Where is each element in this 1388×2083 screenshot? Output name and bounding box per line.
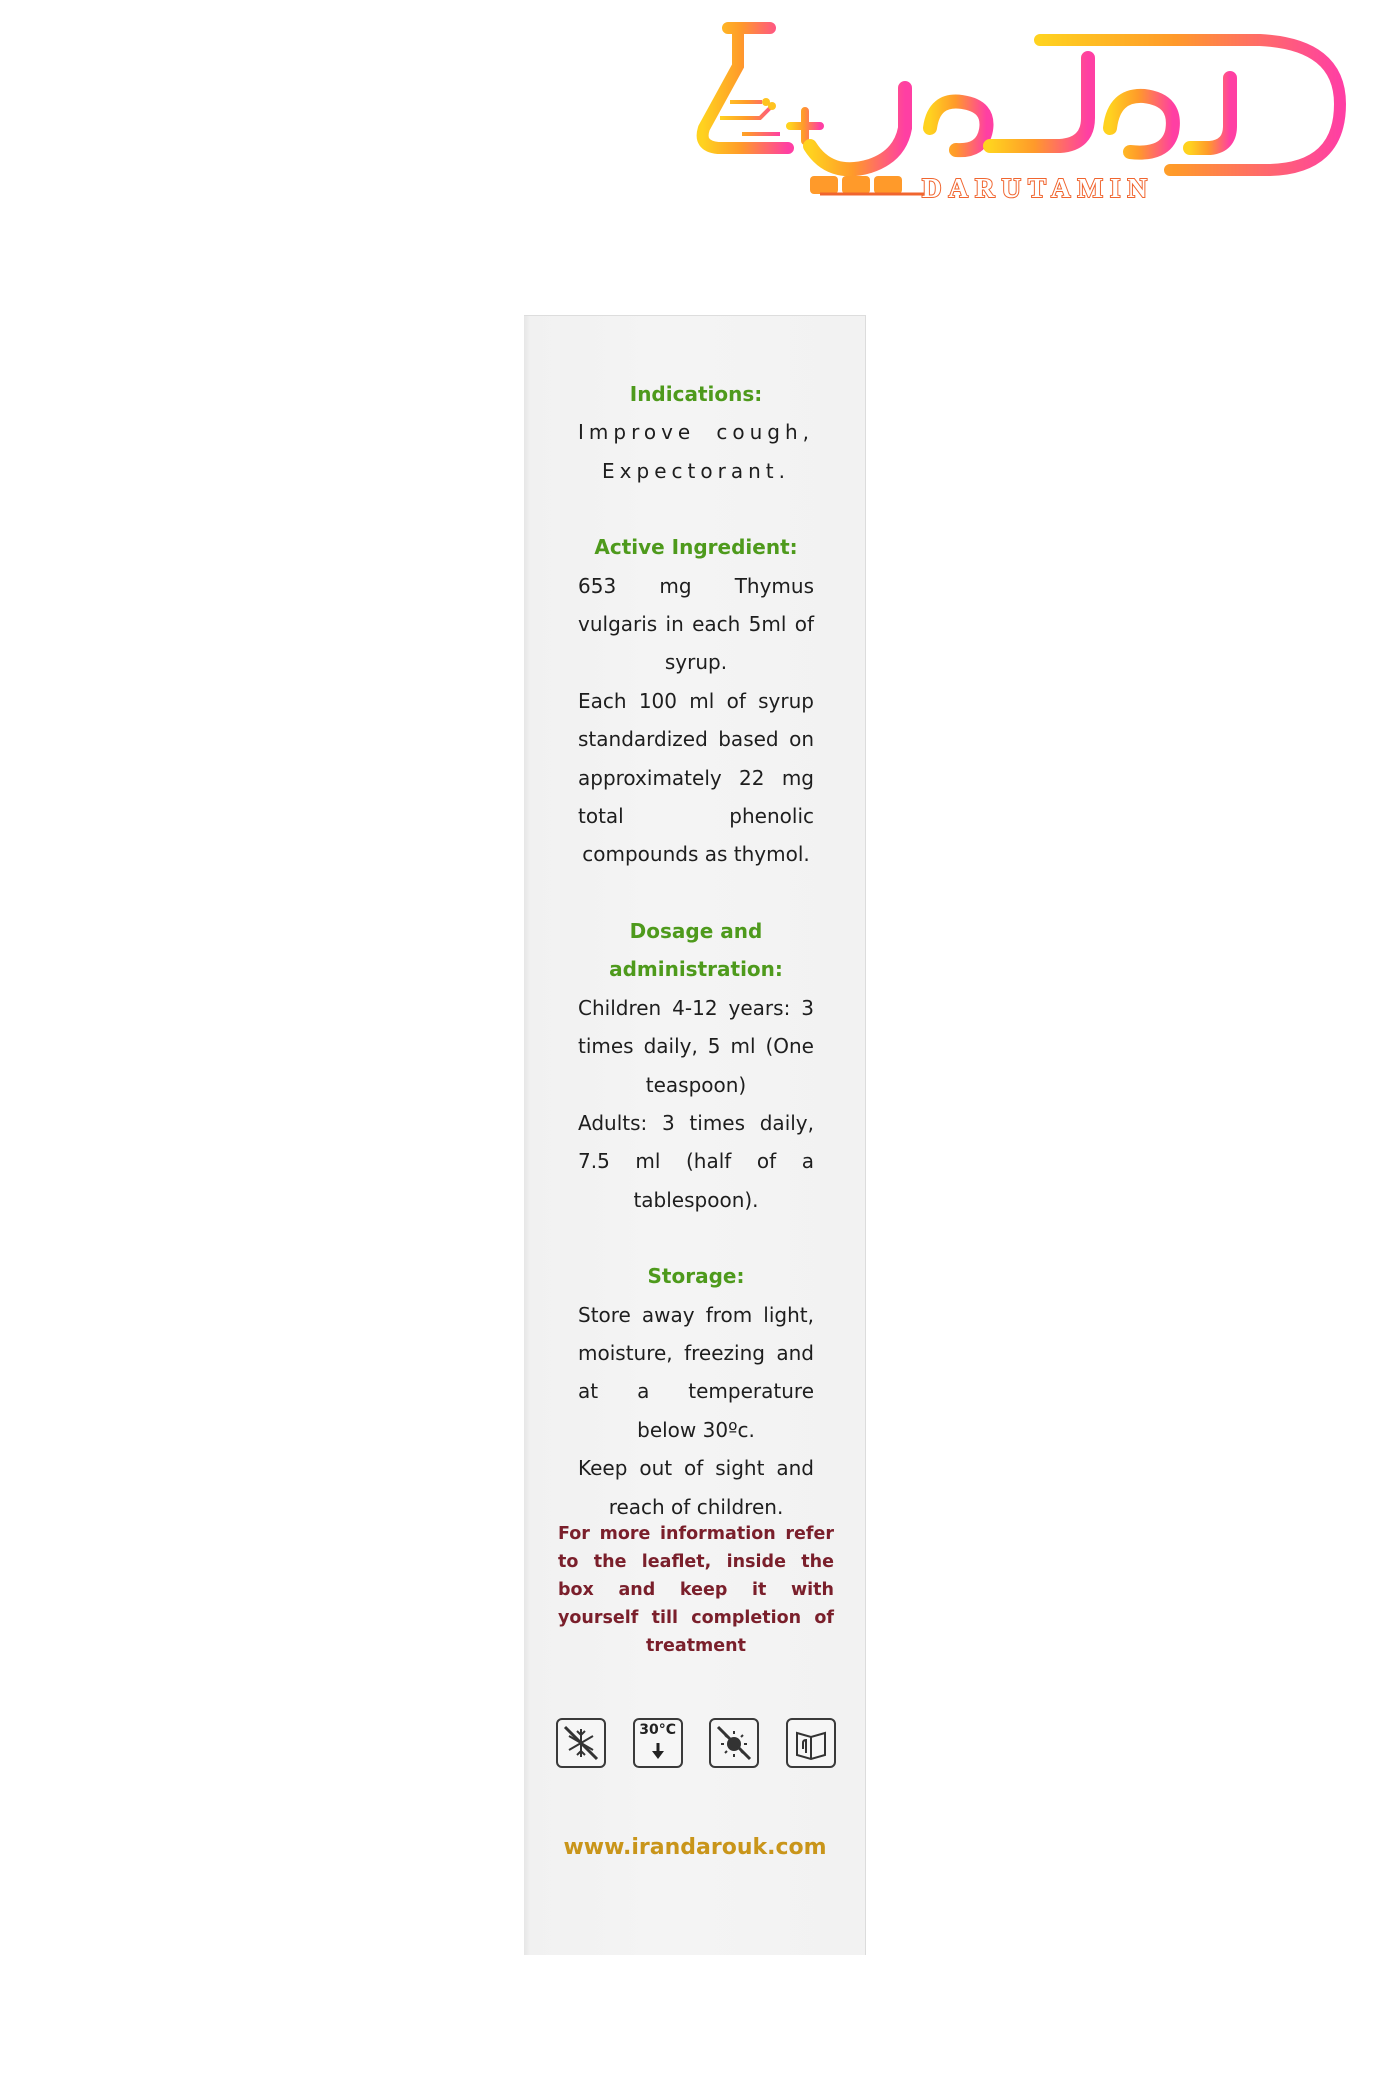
- temperature-label: 30°C: [639, 1722, 677, 1738]
- brand-logo: [690, 18, 1354, 218]
- dosage-heading: Dosage and administration:: [609, 918, 783, 982]
- active-ingredient-text-2: Each 100 ml of syrup standardized based on approximately 22 mg total phenolic compounds as thymol.: [578, 688, 814, 867]
- active-ingredient-heading: Active Ingredient:: [594, 535, 798, 560]
- storage-heading: Storage:: [647, 1264, 745, 1289]
- storage-text-1: Store away from light, moisture, freezing and at a temperature below 30ºc.: [578, 1302, 814, 1442]
- read-leaflet-icon: [786, 1718, 836, 1768]
- no-sunlight-icon: [709, 1718, 759, 1768]
- no-freezing-icon: [556, 1718, 606, 1768]
- label-content: [578, 375, 814, 1526]
- dosage-text-1: Children 4-12 years: 3 times daily, 5 ml (One teaspoon): [578, 995, 814, 1097]
- indications-heading: Indications:: [629, 382, 763, 406]
- indications-text: Improve cough, Expectorant.: [578, 420, 814, 483]
- storage-icons-row: [556, 1718, 836, 1774]
- storage-text-2: Keep out of sight and reach of children.: [578, 1456, 814, 1519]
- leaflet-note: For more information refer to the leaflet, inside the box and keep it with yourself till completion of treatment: [558, 1524, 834, 1656]
- active-ingredient-text-1: 653 mg Thymus vulgaris in each 5ml of syrup.: [578, 573, 814, 675]
- dosage-text-2: Adults: 3 times daily, 7.5 ml (half of a tablespoon).: [578, 1110, 814, 1212]
- temperature-below-icon: [633, 1718, 683, 1768]
- logo-latin-text: DARUTAMIN: [922, 173, 1154, 203]
- product-box-side: [524, 315, 866, 1955]
- website-url: www.irandarouk.com: [563, 1835, 827, 1860]
